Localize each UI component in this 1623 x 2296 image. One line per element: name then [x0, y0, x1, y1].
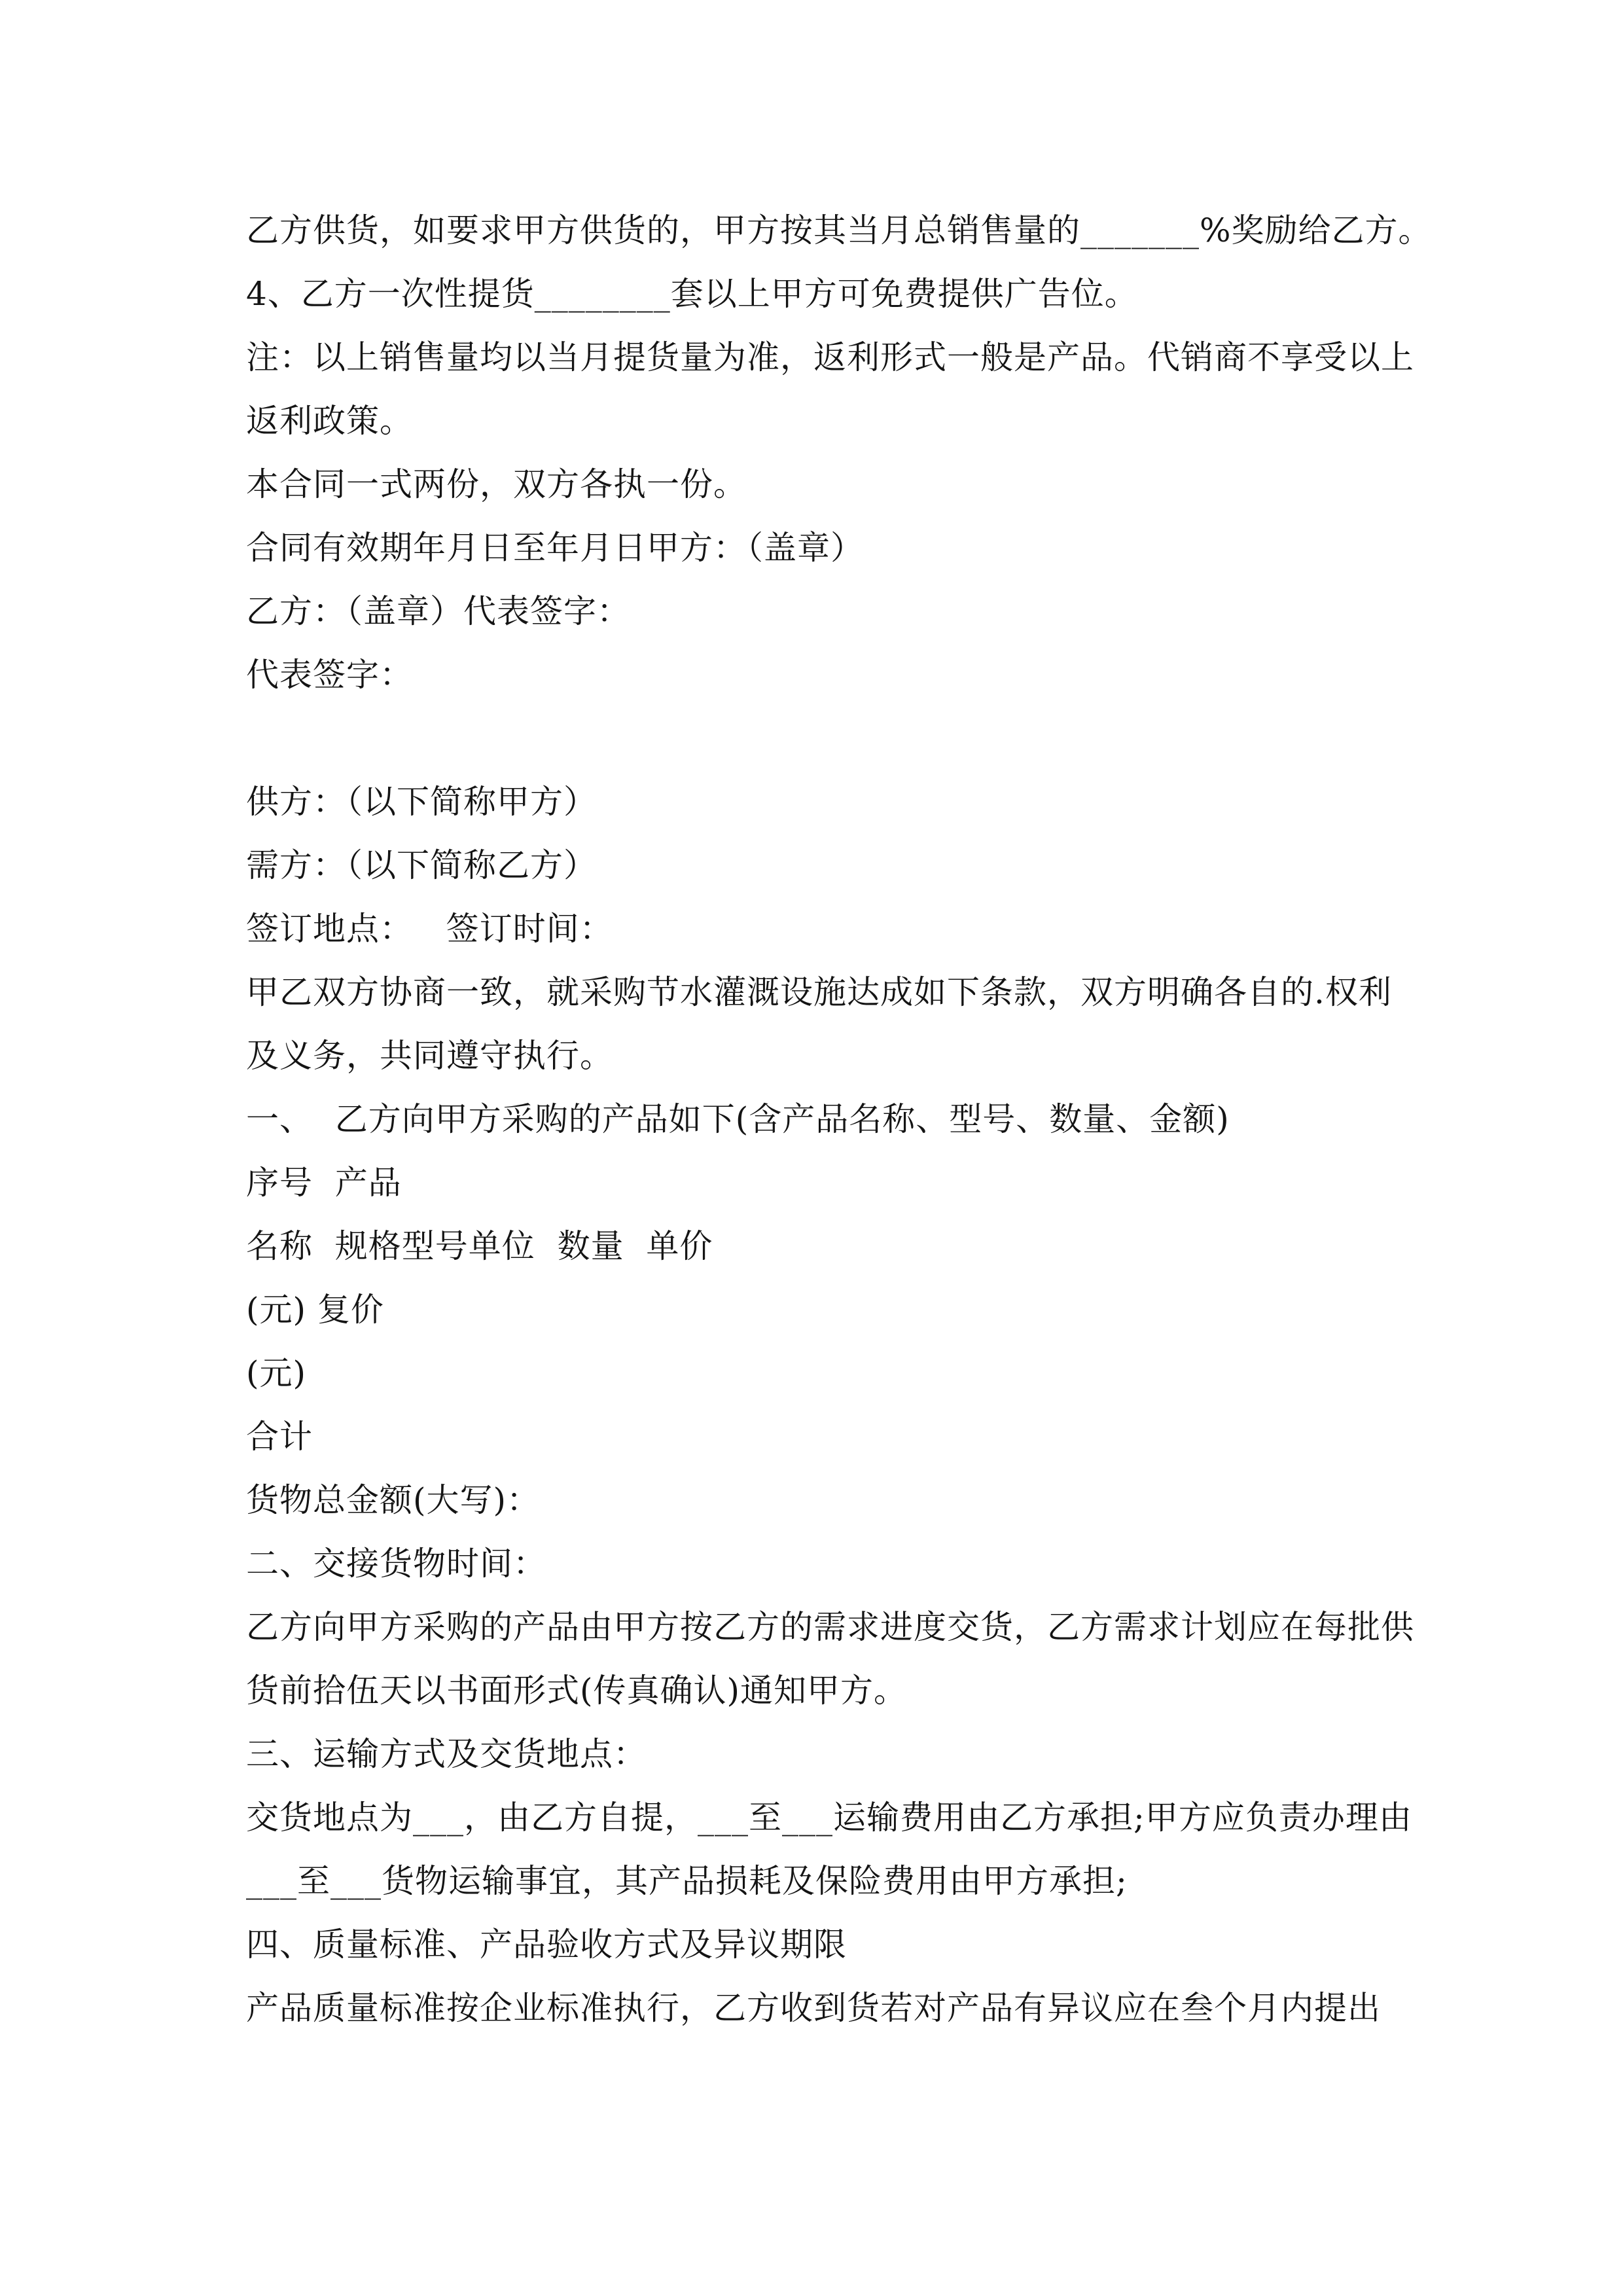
- text-line: 序号 产品: [246, 1164, 402, 1202]
- text-line: 合同有效期年月日至年月日甲方：（盖章）: [246, 529, 864, 567]
- text-line: 乙方向甲方采购的产品由甲方按乙方的需求进度交货，乙方需求计划应在每批供: [246, 1608, 1414, 1646]
- text-line: 甲乙双方协商一致，就采购节水灌溉设施达成如下条款，双方明确各自的.权利: [246, 973, 1392, 1011]
- text-line: 三、运输方式及交货地点：: [246, 1735, 647, 1773]
- text-line: 供方：（以下简称甲方）: [246, 783, 597, 821]
- text-line: 合计: [246, 1418, 313, 1456]
- text-line: 一、 乙方向甲方采购的产品如下(含产品名称、型号、数量、金额): [246, 1100, 1230, 1138]
- text-line: 货物总金额(大写)：: [246, 1481, 541, 1519]
- document-body: [246, 199, 1432, 2040]
- text-line: 四、质量标准、产品验收方式及异议期限: [246, 1926, 847, 1964]
- text-line: 及义务，共同遵守执行。: [246, 1037, 613, 1075]
- text-line: 返利政策。: [246, 402, 413, 440]
- text-line: 产品质量标准按企业标准执行，乙方收到货若对产品有异议应在叁个月内提出: [246, 1989, 1381, 2027]
- text-line: 乙方供货，如要求甲方供货的，甲方按其当月总销售量的_______%奖励给乙方。: [246, 211, 1432, 249]
- text-line: 交货地点为___，由乙方自提，___至___运输费用由乙方承担;甲方应负责办理由: [246, 1799, 1412, 1837]
- text-line: 注：以上销售量均以当月提货量为准，返利形式一般是产品。代销商不享受以上: [246, 338, 1414, 376]
- text-line: ___至___货物运输事宜，其产品损耗及保险费用由甲方承担;: [246, 1862, 1128, 1900]
- blank-line: [246, 707, 1418, 770]
- text-line: 本合同一式两份，双方各执一份。: [246, 465, 747, 503]
- text-line: 货前拾伍天以书面形式(传真确认)通知甲方。: [246, 1672, 908, 1710]
- text-line: 乙方：（盖章）代表签字：: [246, 592, 630, 630]
- text-line: 代表签字：: [246, 656, 413, 694]
- text-line: (元) 复价: [246, 1291, 384, 1329]
- text-line: 4、乙方一次性提货________套以上甲方可免费提供广告位。: [246, 275, 1138, 313]
- text-line: 二、交接货物时间：: [246, 1545, 546, 1583]
- text-line: 签订地点： 签订时间：: [246, 910, 613, 948]
- text-line: 需方：（以下简称乙方）: [246, 846, 597, 884]
- text-line: (元): [246, 1354, 307, 1392]
- text-line: 名称 规格型号单位 数量 单价: [246, 1227, 713, 1265]
